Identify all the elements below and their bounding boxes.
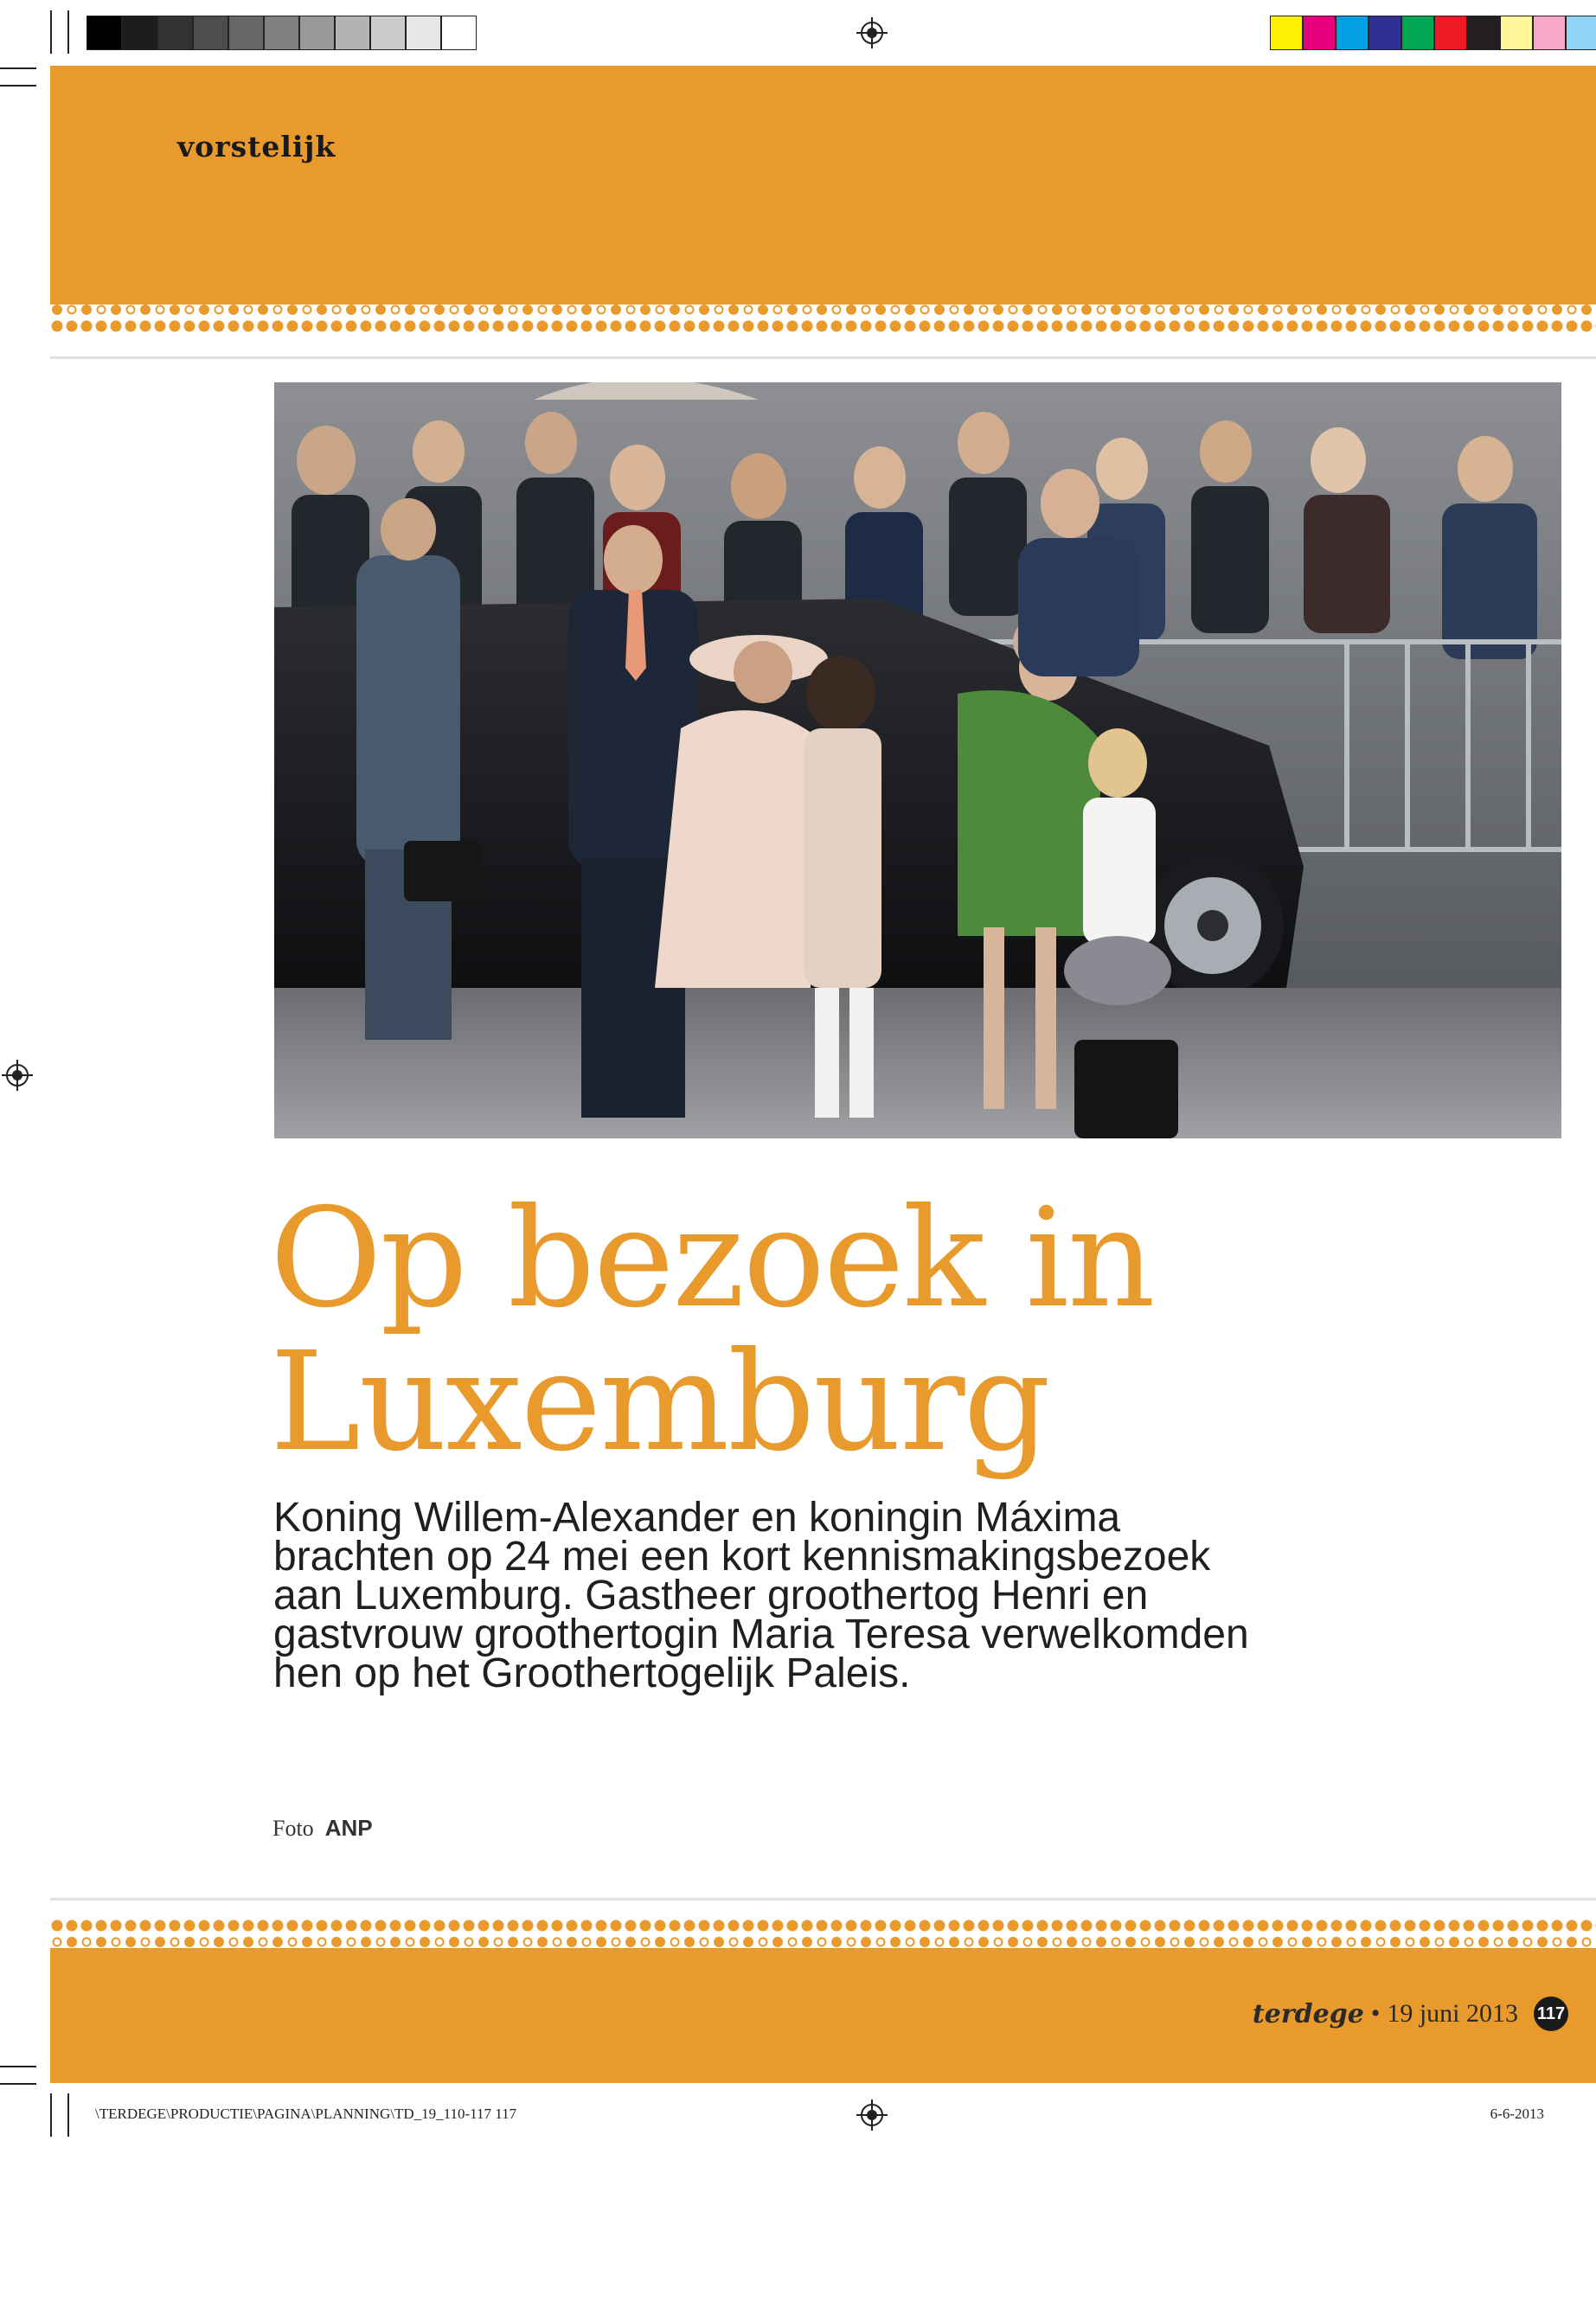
gray-swatch (441, 16, 477, 50)
header-band (50, 66, 1596, 304)
issue-date: 19 juni 2013 (1387, 1999, 1518, 2028)
intro-line: gastvrouw groothertogin Maria Teresa verwelkomden (273, 1612, 1249, 1657)
headline-line: Op bezoek in (270, 1179, 1154, 1338)
crop-mark (0, 85, 36, 87)
gray-swatch (370, 16, 406, 50)
color-swatch (1467, 16, 1500, 50)
divider (50, 356, 1596, 359)
crop-mark (50, 10, 52, 54)
gray-swatch (122, 16, 157, 50)
footer-info (1253, 1995, 1568, 2033)
crop-mark (0, 2066, 36, 2067)
gray-swatch (193, 16, 228, 50)
gray-swatch (264, 16, 299, 50)
registration-mark-icon (2, 1060, 33, 1091)
registration-mark-icon (856, 2099, 888, 2131)
crop-mark (67, 10, 69, 54)
article-photo (274, 382, 1561, 1138)
footer-bullet: • (1370, 1999, 1381, 2028)
color-swatch (1336, 16, 1368, 50)
crop-mark (50, 2093, 52, 2137)
crop-mark (0, 2083, 36, 2085)
color-swatch (1401, 16, 1434, 50)
registration-mark-icon (856, 17, 888, 48)
gray-swatch (228, 16, 264, 50)
page-number: 117 (1534, 1997, 1568, 2031)
headline-line: Luxemburg (270, 1323, 1049, 1482)
credit-source: ANP (324, 1815, 373, 1841)
crop-mark (0, 67, 36, 69)
color-swatch (1303, 16, 1336, 50)
intro-line: hen op het Groothertogelijk Paleis. (273, 1650, 911, 1696)
color-swatch (1500, 16, 1533, 50)
color-swatch (1566, 16, 1596, 50)
intro-line: aan Luxemburg. Gastheer groothertog Henri en (273, 1573, 1149, 1618)
gray-swatch (157, 16, 193, 50)
article-headline (270, 1179, 1394, 1482)
section-label: vorstelijk (177, 130, 337, 163)
crop-mark (67, 2093, 69, 2137)
slug-path: \TERDEGE\PRODUCTIE\PAGINA\PLANNING\TD_19_110-117 117 (95, 2106, 517, 2122)
photo-credit (272, 1815, 373, 1842)
gray-swatch (406, 16, 441, 50)
color-swatch (1533, 16, 1566, 50)
intro-line: brachten op 24 mei een kort kennismakingsbezoek (273, 1534, 1211, 1580)
article-intro (273, 1495, 1424, 1696)
dotted-border-bottom (50, 1913, 1596, 1953)
credit-label: Foto (272, 1816, 314, 1841)
intro-line: Koning Willem-Alexander en koningin Máxima (273, 1495, 1121, 1541)
dotted-border-top (50, 299, 1596, 339)
color-swatch (1270, 16, 1303, 50)
gray-swatch (299, 16, 335, 50)
color-swatch (1434, 16, 1467, 50)
gray-swatch (335, 16, 370, 50)
color-swatch (1368, 16, 1401, 50)
slug-date: 6-6-2013 (1490, 2106, 1544, 2122)
gray-swatch (87, 16, 122, 50)
magazine-logo: terdege (1252, 1998, 1364, 2029)
royal-visit-photo-icon (274, 382, 1561, 1138)
divider (50, 1898, 1596, 1900)
